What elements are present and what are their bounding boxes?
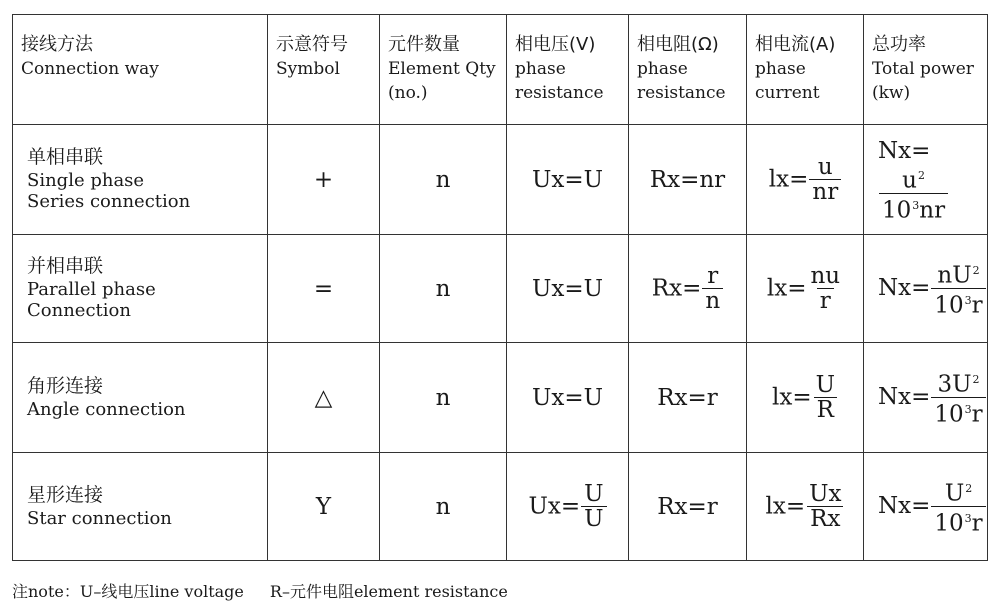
table-row [13, 453, 988, 561]
connection-table [12, 14, 988, 561]
current-formula: lx= $\frac{u}{nr}$ [747, 125, 864, 235]
symbol-cell: △ [268, 343, 380, 453]
qty-cell: n [380, 453, 507, 561]
power-formula: Nx= $\frac{u^2}{10^3nr}$ [864, 125, 988, 235]
current-formula: lx= $\frac{nu}{r}$ [747, 235, 864, 343]
footnote [12, 579, 508, 602]
qty-cell: n [380, 125, 507, 235]
resistance-formula: Rx=r [629, 453, 747, 561]
connection-way-cell: 单相串联 Single phase Series connection [13, 125, 268, 235]
table-row [13, 235, 988, 343]
header-phase-current: 相电流(A) phase current [747, 15, 864, 125]
footnote-prefix: 注note： [12, 582, 80, 601]
footnote-line-voltage: U–线电压line voltage [79, 582, 244, 601]
voltage-formula: Ux=U [507, 125, 629, 235]
header-connection-way: 接线方法 Connection way [13, 15, 268, 125]
voltage-formula: Ux= $\frac{U}{U}$ [507, 453, 629, 561]
symbol-cell: Y [268, 453, 380, 561]
header-phase-resistance: 相电阻(Ω) phase resistance [629, 15, 747, 125]
current-formula: lx= $\frac{U}{R}$ [747, 343, 864, 453]
resistance-formula: Rx= $\frac{r}{n}$ [629, 235, 747, 343]
connection-way-cell: 并相串联 Parallel phase Connection [13, 235, 268, 343]
voltage-formula: Ux=U [507, 343, 629, 453]
power-formula: Nx= $\frac{nU^2}{10^3r}$ [864, 235, 988, 343]
voltage-formula: Ux=U [507, 235, 629, 343]
header-element-qty: 元件数量 Element Qty (no.) [380, 15, 507, 125]
header-phase-voltage: 相电压(V) phase resistance [507, 15, 629, 125]
resistance-formula: Rx=nr [629, 125, 747, 235]
table-row [13, 125, 988, 235]
header-symbol: 示意符号 Symbol [268, 15, 380, 125]
resistance-formula: Rx=r [629, 343, 747, 453]
footnote-element-resistance: R–元件电阻element resistance [269, 582, 508, 601]
header-row [13, 15, 988, 125]
power-formula: Nx= $\frac{U^2}{10^3r}$ [864, 453, 988, 561]
connection-way-cell: 角形连接 Angle connection [13, 343, 268, 453]
symbol-cell: + [268, 125, 380, 235]
power-formula: Nx= $\frac{3U^2}{10^3r}$ [864, 343, 988, 453]
qty-cell: n [380, 235, 507, 343]
table-row [13, 343, 988, 453]
qty-cell: n [380, 343, 507, 453]
symbol-cell: = [268, 235, 380, 343]
connection-way-cell: 星形连接 Star connection [13, 453, 268, 561]
header-total-power: 总功率 Total power (kw) [864, 15, 988, 125]
current-formula: lx= $\frac{Ux}{Rx}$ [747, 453, 864, 561]
